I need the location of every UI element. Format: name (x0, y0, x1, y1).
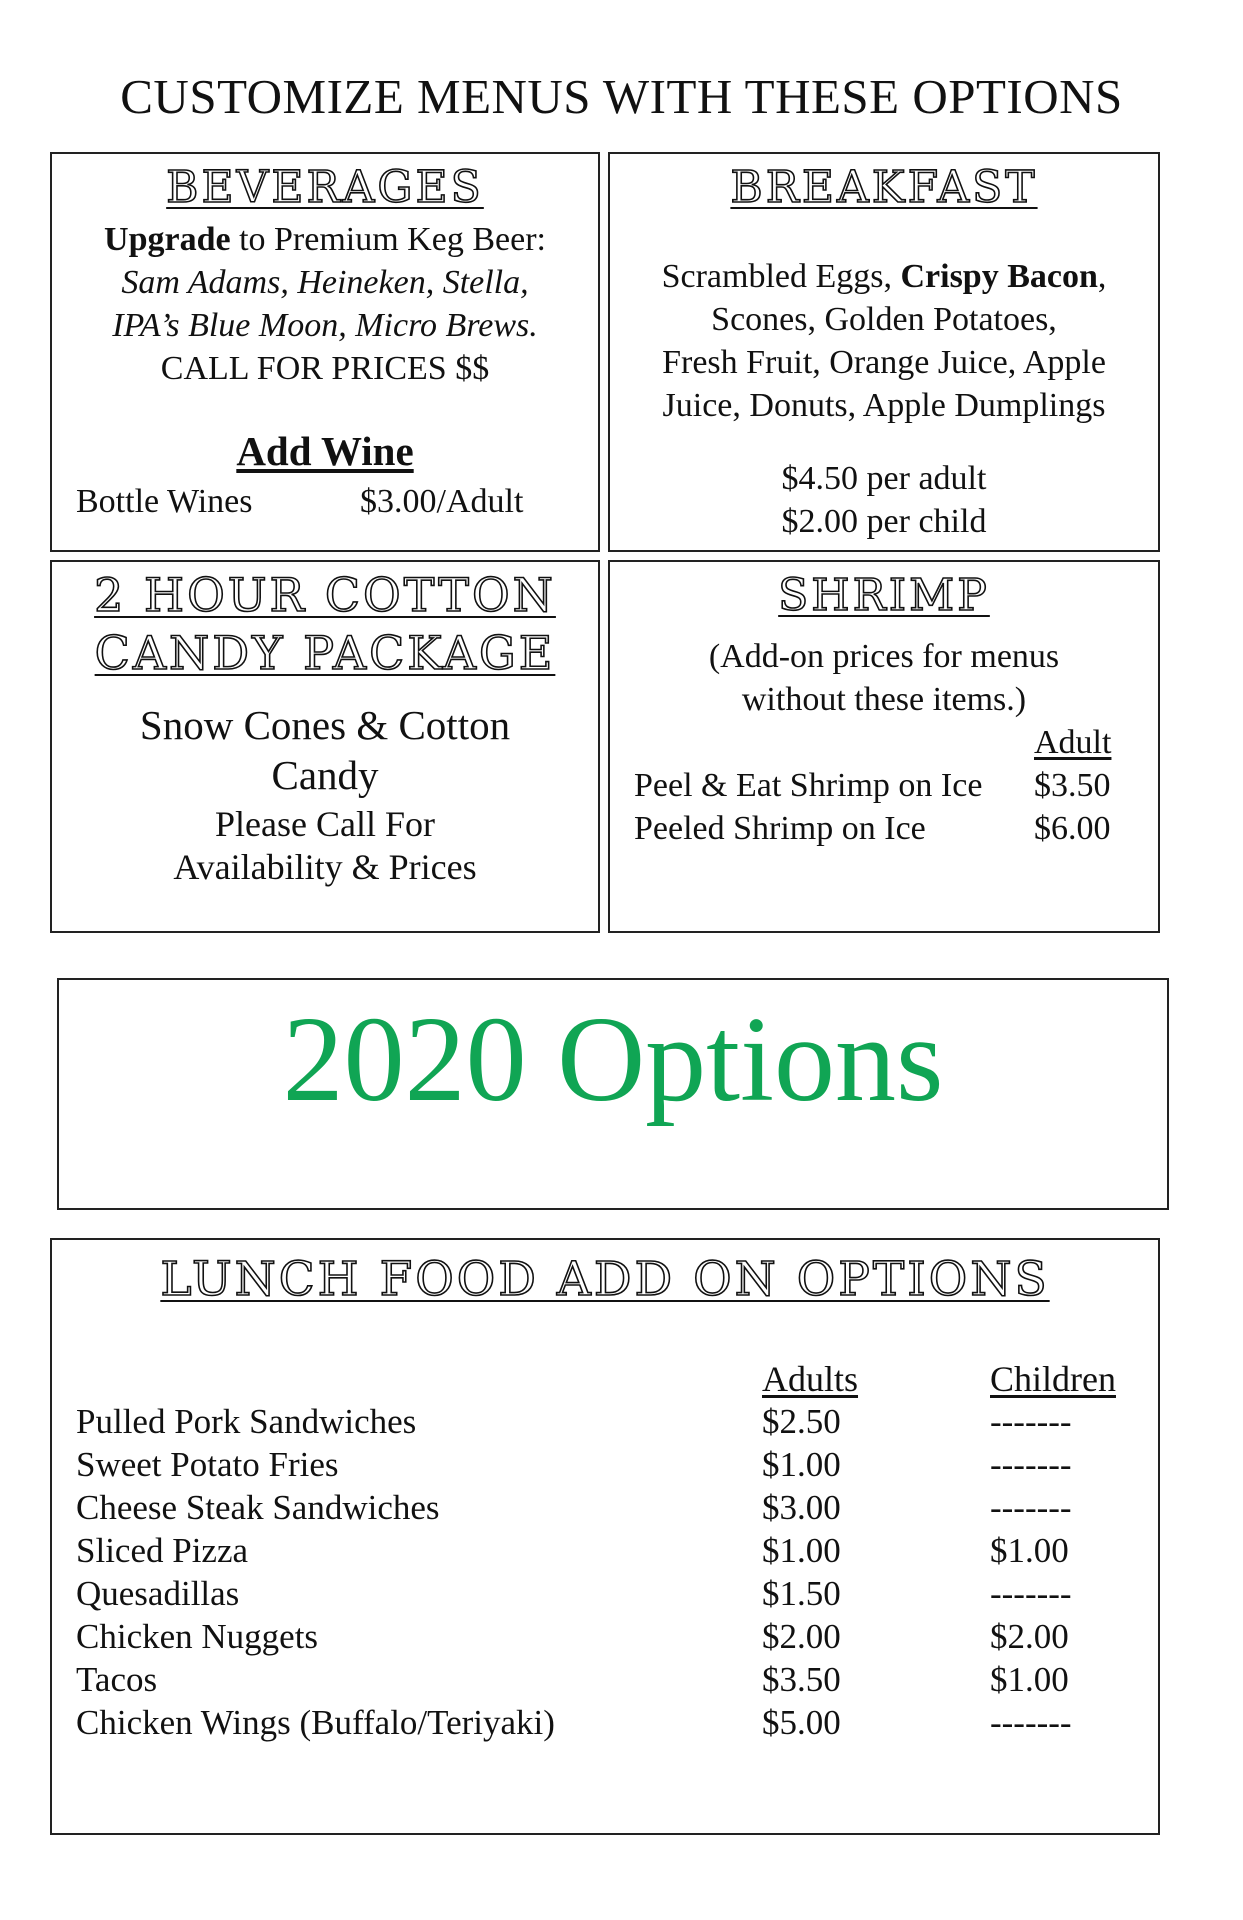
breakfast-box (608, 152, 1160, 552)
lunch-adult-price: $1.50 (762, 1574, 841, 1613)
shrimp-note-line-2: without these items.) (741, 681, 1027, 718)
table-row (76, 1572, 239, 1615)
cotton-candy-heading-line-2: CANDY PACKAGE (94, 626, 556, 680)
wine-item: Bottle Wines (76, 483, 253, 520)
beer-list-line-1: Sam Adams, Heineken, Stella, (121, 264, 529, 301)
shrimp-col-adult: Adult (1034, 724, 1112, 761)
shrimp-item-price: $3.50 (1034, 767, 1111, 804)
lunch-col-adults: Adults (762, 1359, 859, 1399)
lunch-item: Quesadillas (76, 1574, 240, 1613)
shrimp-heading: SHRIMP (778, 570, 990, 621)
beer-list-line-2: IPA’s Blue Moon, Micro Brews. (112, 307, 538, 344)
upgrade-text: to Premium Keg Beer: (230, 221, 546, 258)
shrimp-item-price: $6.00 (1034, 810, 1111, 847)
cotton-candy-line-2: Candy (271, 752, 379, 798)
lunch-child-price: $1.00 (990, 1660, 1069, 1699)
breakfast-line-2: Scones, Golden Potatoes, (711, 301, 1057, 338)
lunch-child-price: $1.00 (990, 1531, 1069, 1570)
table-row (76, 1443, 338, 1486)
breakfast-price-adult: $4.50 per adult (781, 460, 987, 497)
lunch-child-price: ------- (990, 1445, 1072, 1484)
lunch-adult-price: $5.00 (762, 1703, 841, 1742)
lunch-col-children: Children (990, 1359, 1116, 1399)
table-row (76, 1529, 248, 1572)
breakfast-line-1-a: Scrambled Eggs, (661, 258, 901, 295)
shrimp-item-name: Peeled Shrimp on Ice (634, 810, 926, 847)
lunch-item: Pulled Pork Sandwiches (76, 1402, 417, 1441)
table-row (76, 1615, 318, 1658)
breakfast-line-4: Juice, Donuts, Apple Dumplings (662, 387, 1106, 424)
options-banner-title: 2020 Options (282, 992, 944, 1127)
upgrade-label: Upgrade (104, 221, 231, 258)
lunch-item: Tacos (76, 1660, 158, 1699)
shrimp-item-name: Peel & Eat Shrimp on Ice (634, 767, 983, 804)
lunch-child-price: ------- (990, 1402, 1072, 1441)
lunch-child-price: ------- (990, 1703, 1072, 1742)
beverages-heading: BEVERAGES (166, 162, 484, 213)
breakfast-line-1-b: , (1097, 258, 1107, 295)
breakfast-price-child: $2.00 per child (781, 503, 987, 540)
cotton-candy-heading-line-1: 2 HOUR COTTON (94, 568, 556, 622)
lunch-adult-price: $3.50 (762, 1660, 841, 1699)
lunch-adult-price: $1.00 (762, 1445, 841, 1484)
lunch-child-price: ------- (990, 1488, 1072, 1527)
table-row (76, 1400, 416, 1443)
call-for-prices: CALL FOR PRICES $$ (160, 350, 490, 387)
cotton-candy-box (50, 560, 600, 933)
lunch-adult-price: $3.00 (762, 1488, 841, 1527)
breakfast-heading: BREAKFAST (730, 162, 1038, 213)
add-wine-heading: Add Wine (236, 428, 414, 474)
breakfast-line-3: Fresh Fruit, Orange Juice, Apple (662, 344, 1106, 381)
lunch-child-price: ------- (990, 1574, 1072, 1613)
beverages-upgrade-line (52, 218, 598, 261)
page-title: CUSTOMIZE MENUS WITH THESE OPTIONS (120, 69, 1123, 124)
cotton-candy-line-1: Snow Cones & Cotton (139, 702, 511, 748)
crispy-bacon: Crispy Bacon (900, 258, 1098, 295)
table-row (76, 1486, 440, 1529)
table-row (76, 1658, 157, 1701)
cotton-candy-line-3: Please Call For (215, 804, 435, 844)
lunch-box (50, 1238, 1160, 1835)
table-row (76, 1701, 555, 1744)
shrimp-box (608, 560, 1160, 933)
lunch-item: Chicken Nuggets (76, 1617, 319, 1656)
options-banner (57, 978, 1169, 1210)
lunch-adult-price: $2.00 (762, 1617, 841, 1656)
lunch-item: Sweet Potato Fries (76, 1445, 339, 1484)
lunch-adult-price: $1.00 (762, 1531, 841, 1570)
lunch-child-price: $2.00 (990, 1617, 1069, 1656)
lunch-adult-price: $2.50 (762, 1402, 841, 1441)
breakfast-line-1 (610, 255, 1158, 298)
beverages-box (50, 152, 600, 552)
lunch-heading: LUNCH FOOD ADD ON OPTIONS (160, 1252, 1050, 1307)
shrimp-note-line-1: (Add-on prices for menus (708, 638, 1060, 675)
cotton-candy-line-4: Availability & Prices (173, 847, 477, 887)
lunch-item: Chicken Wings (Buffalo/Teriyaki) (76, 1703, 555, 1742)
wine-price: $3.00/Adult (360, 483, 524, 520)
lunch-item: Cheese Steak Sandwiches (76, 1488, 440, 1527)
lunch-item: Sliced Pizza (76, 1531, 249, 1570)
